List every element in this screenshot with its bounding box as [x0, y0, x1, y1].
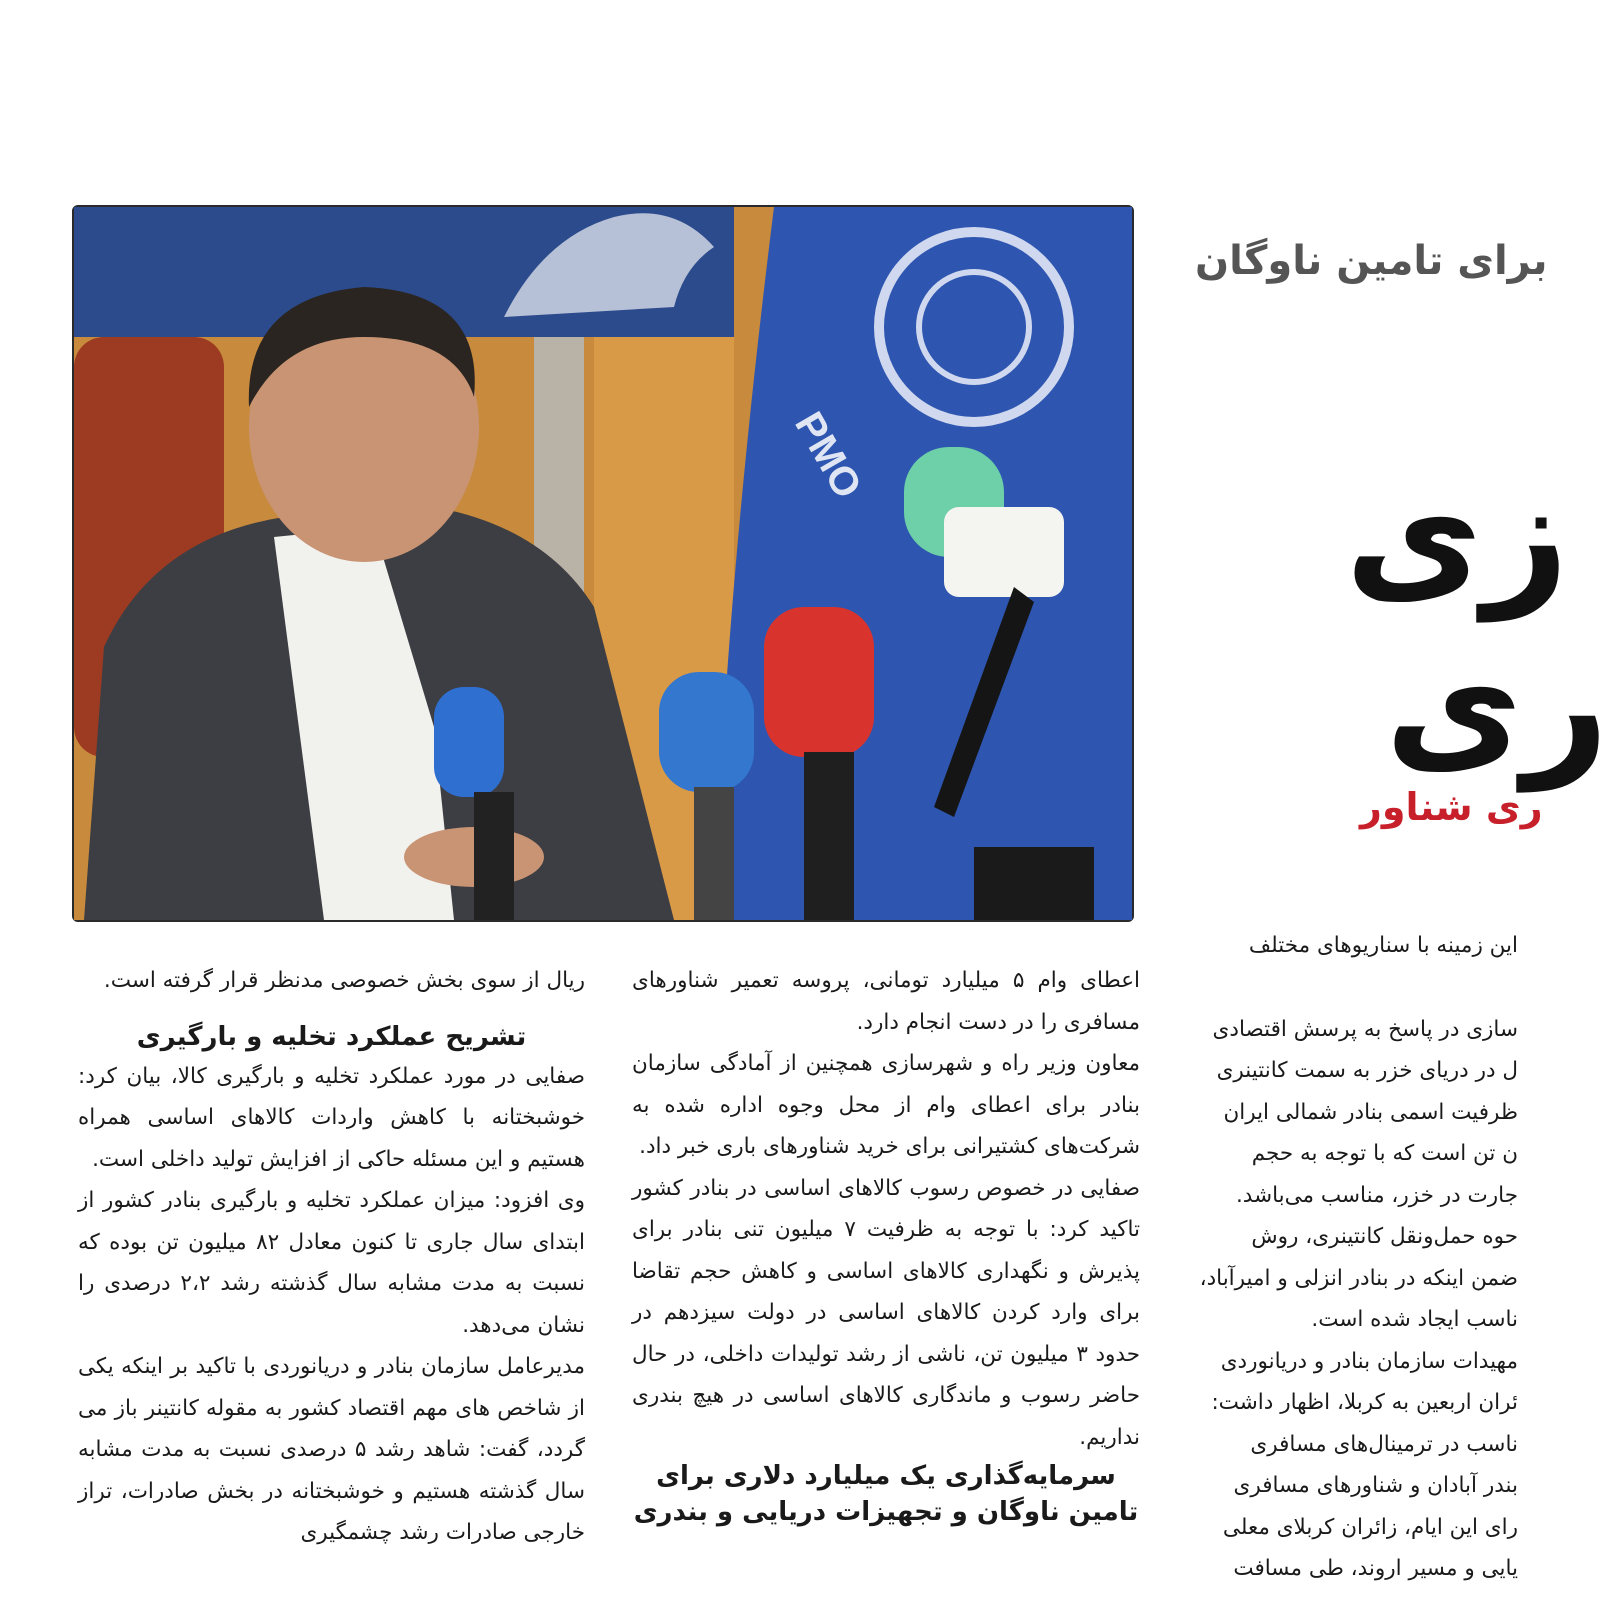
- right-headline-top: برای تامین ناوگان: [1195, 238, 1548, 284]
- right-line: این زمینه با سناریوهای مختلف: [1248, 933, 1518, 958]
- right-line: یایی و مسیر اروند، طی مسافت: [1233, 1556, 1518, 1581]
- middle-paragraph-1: اعطای وام ۵ میلیارد تومانی، پروسه تعمیر شناورهای مسافری را در دست انجام دارد.: [632, 968, 1141, 1035]
- right-big-title-line2: ری: [1385, 618, 1609, 792]
- left-paragraph-0: ریال از سوی بخش خصوصی مدنظر قرار گرفته است.: [103, 968, 585, 993]
- right-line: ناسب در ترمینال‌های مسافری: [1250, 1431, 1518, 1457]
- right-line: بندر آبادان و شناورهای مسافری: [1233, 1473, 1518, 1498]
- right-line: رای این ایام، زائران کربلای معلی: [1222, 1514, 1518, 1540]
- right-line: ل در دریای خزر به سمت کانتینری: [1216, 1058, 1518, 1083]
- right-line: ئران اربعین به کربلا، اظهار داشت:: [1211, 1390, 1518, 1415]
- right-line: حوه حمل‌ونقل کانتینری، روش: [1251, 1224, 1518, 1249]
- left-paragraph-3: مدیرعامل سازمان بنادر و دریانوردی با تاکید بر اینکه یکی از شاخص های مهم اقتصاد کشور به مقوله کانتینر باز می گردد، گفت: شاهد رشد ۵ درصدی نسبت به مدت مشابه سال گذشته هستیم و خوشبختانه در بخش صادرات، تراز خارجی صادرات رشد چشمگیری: [78, 1354, 585, 1545]
- middle-paragraph-2: معاون وزیر راه و شهرسازی همچنین از آمادگی سازمان بنادر برای اعطای وام از محل وجوه اداره شده به شرکت‌های کشتیرانی برای خرید شناورهای باری خبر داد.: [632, 1051, 1140, 1159]
- middle-text-column: [632, 960, 1140, 1530]
- right-line: مهیدات سازمان بنادر و دریانوردی: [1220, 1348, 1518, 1374]
- right-line: جارت در خزر، مناسب می‌باشد.: [1235, 1182, 1518, 1208]
- right-line: ضمن اینکه در بنادر انزلی و امیرآباد،: [1199, 1265, 1518, 1291]
- left-paragraph-2: وی افزود: میزان عملکرد تخلیه و بارگیری بنادر کشور از ابتدای سال جاری تا کنون معادل ۸۲ میلیون تن بوده که نسبت به مدت مشابه سال گذشته رشد ۲،۲ درصدی را نشان می‌دهد.: [78, 1188, 585, 1338]
- left-subheading: تشریح عملکرد تخلیه و بارگیری: [136, 1021, 527, 1052]
- right-line: سازی در پاسخ به پرسش اقتصادی: [1212, 1016, 1518, 1042]
- right-line: ن تن است که با توجه به حجم: [1251, 1141, 1518, 1166]
- right-big-title-line1: زی: [1345, 448, 1569, 622]
- left-paragraph-1: صفایی در مورد عملکرد تخلیه و بارگیری کالا، بیان کرد: خوشبختانه با کاهش واردات کالاهای اساسی همراه هستیم و این مسئله حاکی از افزایش تولید داخلی است.: [78, 1063, 585, 1172]
- middle-paragraph-3: صفایی در خصوص رسوب کالاهای اساسی در بنادر کشور تاکید کرد: با توجه به ظرفیت ۷ میلیون تنی بنادر برای پذیرش و نگهداری کالاهای اساسی و کاهش حجم تقاضا برای وارد کردن کالاهای اساسی در دولت سیزدهم در حدود ۳ میلیون تن، ناشی از رشد تولیدات داخلی، در حال حاضر رسوب و ماندگاری کالاهای اساسی در هیچ بندری نداریم.: [632, 1175, 1140, 1450]
- right-red-subtitle: ری شناور: [1360, 785, 1543, 829]
- press-conference-photo: [72, 205, 1134, 922]
- right-line: ناسب ایجاد شده است.: [1311, 1307, 1518, 1332]
- right-text-column: [1188, 925, 1518, 1590]
- flag-logo-text: PMO: [786, 404, 870, 506]
- right-line: ظرفیت اسمی بنادر شمالی ایران: [1223, 1099, 1518, 1125]
- left-text-column: [78, 960, 585, 1554]
- middle-subheading: سرمایه‌گذاری یک میلیارد دلاری برای تامین ناوگان و تجهیزات دریایی و بندری: [633, 1461, 1139, 1527]
